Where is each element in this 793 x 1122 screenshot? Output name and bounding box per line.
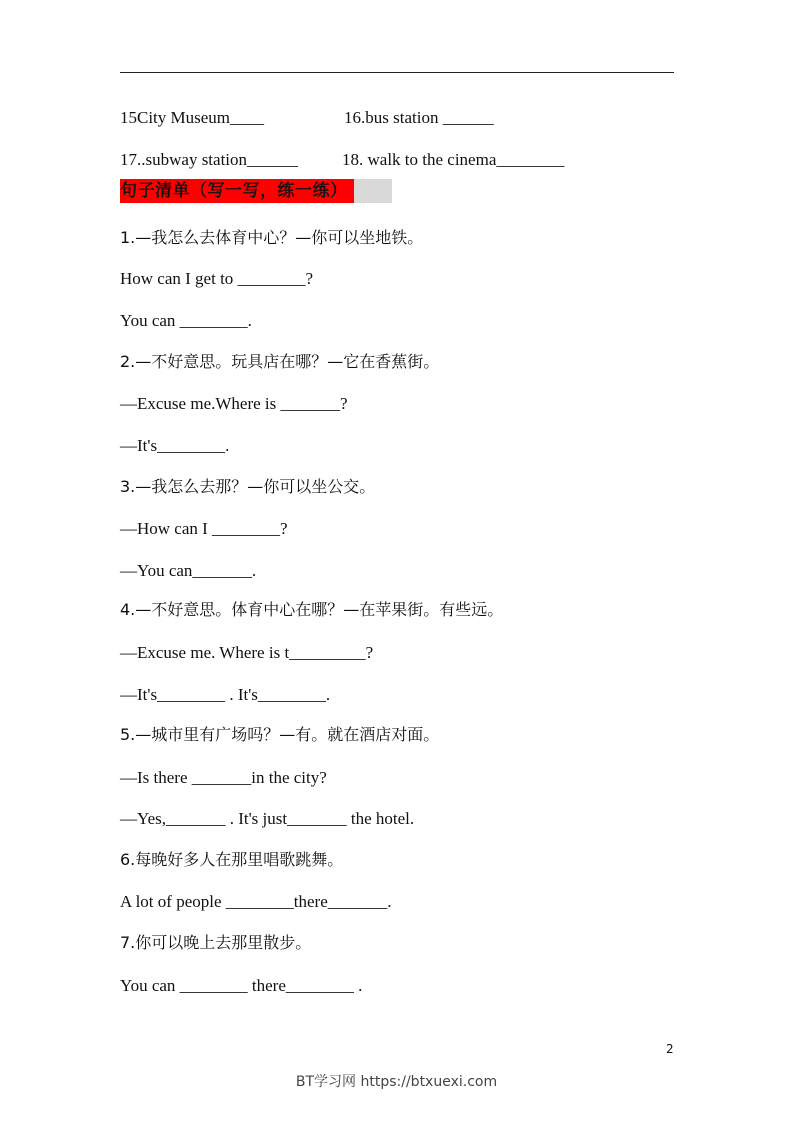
- item-2-prompt: 2.—不好意思。玩具店在哪？—它在香蕉街。: [120, 352, 440, 371]
- item-3-prompt: 3.—我怎么去那？—你可以坐公交。: [120, 477, 376, 496]
- phrase-15: 15City Museum____: [120, 108, 265, 127]
- item-5-prompt: 5.—城市里有广场吗？—有。就在酒店对面。: [120, 725, 440, 744]
- item-5-line-1: —Is there _______in the city?: [120, 768, 327, 787]
- header-rule: [120, 72, 674, 73]
- item-5-line-2: —Yes,_______ . It's just_______ the hotel.: [120, 809, 415, 828]
- item-7-line-1: You can ________ there________ .: [120, 976, 363, 995]
- item-2-line-1: —Excuse me.Where is _______?: [120, 394, 348, 413]
- section-heading-bar: [120, 179, 392, 203]
- item-7-prompt: 7.你可以晚上去那里散步。: [120, 933, 312, 952]
- item-3-line-2: —You can_______.: [120, 561, 257, 580]
- item-1-line-1: How can I get to ________?: [120, 269, 314, 288]
- item-1-line-2: You can ________.: [120, 311, 252, 330]
- footer-watermark: BT学习网 https://btxuexi.com: [295, 1074, 498, 1090]
- item-1-prompt: 1.—我怎么去体育中心？—你可以坐地铁。: [120, 228, 424, 247]
- item-6-prompt: 6.每晚好多人在那里唱歌跳舞。: [120, 850, 344, 869]
- item-3-line-1: —How can I ________?: [120, 519, 288, 538]
- phrase-18: 18. walk to the cinema________: [342, 150, 565, 169]
- section-heading: 句子清单（写一写，练一练）: [120, 179, 354, 203]
- item-4-line-1: —Excuse me. Where is t_________?: [120, 643, 374, 662]
- phrase-17: 17..subway station______: [120, 150, 299, 169]
- item-2-line-2: —It's________.: [120, 436, 230, 455]
- item-6-line-1: A lot of people ________there_______.: [120, 892, 392, 911]
- item-4-line-2: —It's________ . It's________.: [120, 685, 331, 704]
- phrase-16: 16.bus station ______: [344, 108, 494, 127]
- page-number: 2: [666, 1042, 674, 1056]
- phrase-row-1: [120, 107, 494, 129]
- phrase-row-2: [120, 149, 565, 171]
- item-4-prompt: 4.—不好意思。体育中心在哪？—在苹果街。有些远。: [120, 600, 504, 619]
